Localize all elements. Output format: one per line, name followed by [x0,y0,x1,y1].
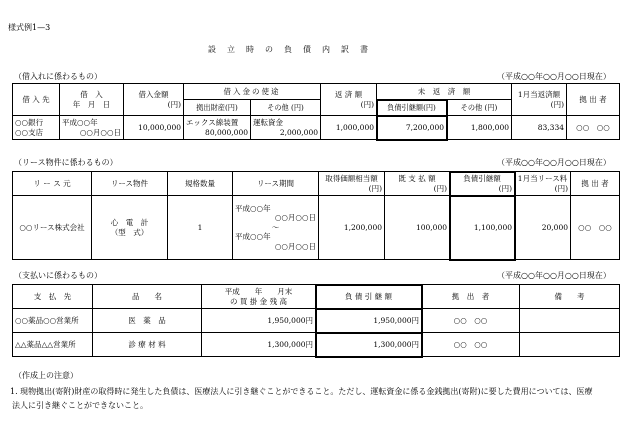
header-balance: 平成 年 月末 の 買 掛 金 残 高 [202,285,316,309]
header-loan-amount: 借入金額 (円) [124,84,184,116]
row-lease-contributor: ○○ ○○ [571,196,620,260]
row-unpaid-assumed: 7,200,000 [377,116,447,140]
row-unpaid-other: 1,800,000 [447,116,512,140]
header-unpaid-other: その他 (円) [447,100,512,116]
payables-table [12,284,620,357]
header-quantity: 規格数量 [168,172,233,196]
header-loan-date: 借 入 年 月 日 [60,84,124,116]
header-usage-other: その他 (円) [251,100,321,116]
notes-line-2: 法人に引き継ぐことができないこと。 [12,401,148,410]
header-usage-contrib: 拠出財産(円) [184,100,251,116]
header-usage: 借入金の使途 [184,84,321,100]
row-balance: 1,300,000円 [202,333,316,357]
header-payable-assumed: 負 債 引 継 額 [316,285,422,309]
table-row [13,309,620,333]
row-payee: ○○薬品○○営業所 [13,309,93,333]
row-payable-assumed: 1,300,000円 [316,333,422,357]
section2-caption: （リース物件に係わるもの） [14,158,118,167]
row-payee: △△薬品△△営業所 [13,333,93,357]
header-lease-assumed: 負債引継額 (円) [450,172,515,196]
row-loan-amount: 10,000,000 [124,116,184,140]
lease-table [12,171,620,260]
header-remarks: 備 考 [520,285,620,309]
header-lessor: リ ー ス 元 [13,172,92,196]
row-quantity: 1 [168,196,233,260]
header-paid: 既 支 払 額 (円) [385,172,450,196]
section3-date: （平成○○年○○月○○日現在） [497,271,611,280]
row-usage-other: 運転資金 2,000,000 [251,116,321,140]
row-remarks [520,333,620,357]
header-payee: 支 払 先 [13,285,93,309]
row-lease-period: 平成○○年 ○○月○○日 ～ 平成○○年 ○○月○○日 [233,196,319,260]
row-payable-contributor: ○○ ○○ [422,333,520,357]
notes-heading: （作成上の注意） [14,371,78,380]
row-loan-date: 平成○○年 ○○月○○日 [60,116,124,140]
header-unpaid-assumed: 負債引継額(円) [377,100,447,116]
page-title: 設立時の負債内訳書 [208,45,379,54]
row-usage-contrib: エックス線装置 80,000,000 [184,116,251,140]
row-lender: ○○銀行 ○○支店 [13,116,60,140]
header-acquisition-cost: 取得価額相当額 (円) [319,172,385,196]
header-payable-item: 品 名 [93,285,202,309]
section1-caption: （借入れに係わるもの） [14,72,102,81]
header-repaid: 返 済 額 (円) [321,84,377,116]
notes-text [10,385,622,413]
row-contributor: ○○ ○○ [567,116,620,140]
header-unpaid: 未 返 済 額 [377,84,512,100]
row-payable-contributor: ○○ ○○ [422,309,520,333]
header-lease-contributor: 拠 出 者 [571,172,620,196]
table-row [13,333,620,357]
row-lease-item: 心 電 計 （型 式） [92,196,168,260]
row-balance: 1,950,000円 [202,309,316,333]
row-repaid: 1,000,000 [321,116,377,140]
loan-table [12,83,620,140]
section2-date: （平成○○年○○月○○日現在） [497,158,611,167]
header-lender: 借 入 先 [13,84,60,116]
header-monthly-repayment: 1月当返済額 (円) [512,84,567,116]
row-payable-item: 診 療 材 料 [93,333,202,357]
header-lease-period: リース期間 [233,172,319,196]
header-payable-contributor: 拠 出 者 [422,285,520,309]
header-contributor: 拠 出 者 [567,84,620,116]
row-payable-item: 医 薬 品 [93,309,202,333]
row-lessor: ○○リース株式会社 [13,196,92,260]
section1-date: （平成○○年○○月○○日現在） [497,72,611,81]
row-paid: 100,000 [385,196,450,260]
row-remarks [520,309,620,333]
row-monthly-repayment: 83,334 [512,116,567,140]
form-label: 様式例1—3 [8,23,51,32]
section3-caption: （支払いに係わるもの） [14,271,102,280]
header-lease-item: リース物件 [92,172,168,196]
row-lease-assumed: 1,100,000 [450,196,515,260]
notes-line-1: 1. 現物拠出(寄附)財産の取得時に発生した負債は、医療法人に引き継ぐことができること。ただし、運転資金に係る金銭拠出(寄附)に要した費用については、医療 [10,387,593,396]
row-payable-assumed: 1,950,000円 [316,309,422,333]
row-acquisition-cost: 1,200,000 [319,196,385,260]
row-monthly-lease: 20,000 [515,196,571,260]
header-monthly-lease: 1月当リース料 (円) [515,172,571,196]
